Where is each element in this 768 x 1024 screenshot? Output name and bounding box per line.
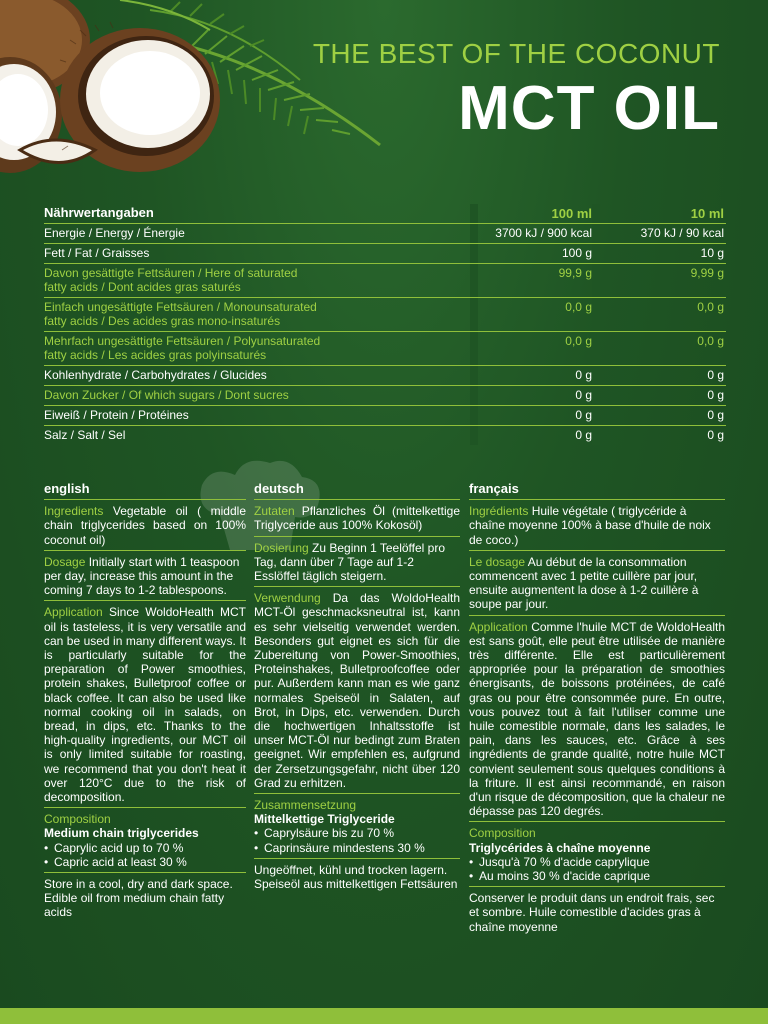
row-value-10ml: 0 g bbox=[707, 408, 724, 422]
row-label: Kohlenhydrate / Carbohydrates / Glucides bbox=[44, 368, 267, 382]
english-storage: Store in a cool, dry and dark space. Edible oil from medium chain fatty acids bbox=[44, 877, 233, 920]
row-value-100ml: 0 g bbox=[575, 428, 592, 442]
row-label: Salz / Salt / Sel bbox=[44, 428, 126, 442]
row-value-10ml: 9,99 g bbox=[690, 266, 724, 280]
english-dosage: Dosage Initially start with 1 teaspoon per day, increase this amount in the coming 7 days to 1-2 tablespoons. bbox=[44, 555, 246, 602]
row-value-100ml: 0 g bbox=[575, 388, 592, 402]
english-heading: english bbox=[44, 480, 246, 500]
row-value-100ml: 99,9 g bbox=[558, 266, 592, 280]
deutsch-dosage: Dosierung Zu Beginn 1 Teelöffel pro Tag, dann über 7 Tage auf 1-2 Esslöffel täglich steigern. bbox=[254, 541, 460, 588]
list-item: • Jusqu'à 70 % d'acide caprylique bbox=[469, 855, 725, 869]
list-item: • Au moins 30 % d'acide caprique bbox=[469, 869, 725, 883]
francais-column bbox=[469, 480, 725, 941]
english-column bbox=[44, 480, 246, 927]
bottom-accent-bar bbox=[0, 1008, 768, 1024]
table-row bbox=[44, 366, 726, 386]
deutsch-composition: Zusammensetzung Mittelkettige Triglyceride • Caprylsäure bis zu 70 % • Caprinsäure mindestens 30 % bbox=[254, 798, 460, 859]
list-item: • Capric acid at least 30 % bbox=[44, 855, 246, 869]
english-ingredients: Ingredients Vegetable oil ( middle chain triglycerides based on 100% coconut oil) bbox=[44, 504, 246, 551]
nutrition-header-label: Nährwertangaben bbox=[44, 205, 154, 220]
table-row bbox=[44, 386, 726, 406]
francais-storage: Conserver le produit dans un endroit frais, sec et sombre. Huile comestible d'acides gras à chaîne moyenne bbox=[469, 891, 715, 934]
table-row bbox=[44, 264, 726, 298]
table-row bbox=[44, 426, 726, 445]
table-row bbox=[44, 298, 726, 332]
nutrition-col-100ml: 100 ml bbox=[551, 206, 592, 221]
deutsch-application: Verwendung Da das WoldoHealth MCT-Öl geschmacksneutral ist, kann es sehr vielseitig verwendet werden. Besonders gut eignet es sich für die Zubereitung von Power-Smoothies, Proteinshakes, Bulletproofcoffee oder pur. Außerdem kann man es wie ganz normales Speiseöl in Salaten, auf Brot, in Dips, etc. verwenden. Durch die hochwertigen Inhaltsstoffe ist unser MCT-Öl nur bedingt zum Braten geeignet. Wir empfehlen es, aufgrund der Zersetzungsgefahr, nicht über 120 Grad zu erhitzen. bbox=[254, 591, 460, 794]
table-row bbox=[44, 224, 726, 244]
table-row bbox=[44, 244, 726, 264]
row-label: Energie / Energy / Énergie bbox=[44, 226, 185, 240]
deutsch-column bbox=[254, 480, 460, 898]
coconut-illustration bbox=[0, 0, 390, 200]
deutsch-ingredients: Zutaten Pflanzliches Öl (mittelkettige Triglyceride aus 100% Kokosöl) bbox=[254, 504, 460, 536]
row-value-100ml: 3700 kJ / 900 kcal bbox=[495, 226, 592, 240]
row-value-100ml: 0 g bbox=[575, 408, 592, 422]
list-item: • Caprylsäure bis zu 70 % bbox=[254, 826, 460, 840]
francais-composition: Composition Triglycérides à chaîne moyenne • Jusqu'à 70 % d'acide caprylique • Au moins 30 % d'acide caprique bbox=[469, 826, 725, 887]
row-value-100ml: 100 g bbox=[561, 246, 592, 260]
page-title: MCT OIL bbox=[458, 74, 720, 143]
row-label: Davon gesättigte Fettsäuren / Here of saturated fatty acids / Dont acides gras saturés bbox=[44, 266, 298, 294]
francais-dosage: Le dosage Au début de la consommation commencent avec 1 petite cuillère par jour, ensuite augmentent la dose à 1-2 cuillère à soupe par jour. bbox=[469, 555, 725, 616]
table-row bbox=[44, 332, 726, 366]
row-value-10ml: 0 g bbox=[707, 428, 724, 442]
subtitle: THE BEST OF THE COCONUT bbox=[312, 38, 720, 69]
nutrition-col-10ml: 10 ml bbox=[690, 206, 724, 221]
nutrition-header-row bbox=[44, 204, 726, 224]
row-value-10ml: 0 g bbox=[707, 388, 724, 402]
table-row bbox=[44, 406, 726, 426]
deutsch-storage: Ungeöffnet, kühl und trocken lagern. Speiseöl aus mittelkettigen Fettsäuren bbox=[254, 862, 458, 892]
list-item: • Caprinsäure mindestens 30 % bbox=[254, 841, 460, 855]
row-value-10ml: 0,0 g bbox=[697, 300, 724, 314]
nutrition-table bbox=[44, 204, 726, 445]
row-value-10ml: 0 g bbox=[707, 368, 724, 382]
row-label: Fett / Fat / Graisses bbox=[44, 246, 150, 260]
row-label: Einfach ungesättigte Fettsäuren / Monounsaturated fatty acids / Des acides gras mono-insaturés bbox=[44, 300, 317, 328]
row-label: Mehrfach ungesättigte Fettsäuren / Polyunsaturated fatty acids / Les acides gras polyinsaturés bbox=[44, 334, 321, 362]
francais-heading: français bbox=[469, 480, 725, 500]
francais-application: Application Comme l'huile MCT de WoldoHealth est sans goût, elle peut être utilisée de manière très différente. Elle est particulièrement appropriée pour la préparation de smoothies énergisants, de boissons protéinées, de café gras ou pour être consommée pure. En outre, vous pouvez tout à fait l'utiliser comme une huile comestible normale, dans les salades, le pain, dans les sauces, etc. Grâce à ses ingrédients de grande qualité, notre huile MCT convient seulement sous quelques conditions à la friture. Il est ainsi recommandé, en raison d'un risque de décomposition, que la chaleur ne dépasse pas 120 degrés. bbox=[469, 620, 725, 823]
row-value-100ml: 0,0 g bbox=[565, 334, 592, 348]
row-value-100ml: 0,0 g bbox=[565, 300, 592, 314]
row-label: Eiweiß / Protein / Protéines bbox=[44, 408, 189, 422]
list-item: • Caprylic acid up to 70 % bbox=[44, 841, 246, 855]
english-composition: Composition Medium chain triglycerides • Caprylic acid up to 70 % • Capric acid at least 30 % bbox=[44, 812, 246, 873]
francais-ingredients: Ingrédients Huile végétale ( triglycéride à chaîne moyenne 100% à base d'huile de noix de coco.) bbox=[469, 504, 725, 551]
row-value-10ml: 0,0 g bbox=[697, 334, 724, 348]
row-label: Davon Zucker / Of which sugars / Dont sucres bbox=[44, 388, 289, 402]
row-value-10ml: 370 kJ / 90 kcal bbox=[640, 226, 724, 240]
row-value-100ml: 0 g bbox=[575, 368, 592, 382]
english-application: Application Since WoldoHealth MCT oil is tasteless, it is very versatile and can be used in many different ways. It is particularly suitable for the preparation of Power smoothies, protein shakes, Bulletproof coffee or black coffee. It can also be used like normal cooking oil in salads, on bread, in dips, etc. Thanks to the high-quality ingredients, our MCT oil is only limited suitable for roasting, we recommend that you don't heat it over 120°C due to the risk of decomposition. bbox=[44, 605, 246, 808]
row-value-10ml: 10 g bbox=[700, 246, 724, 260]
deutsch-heading: deutsch bbox=[254, 480, 460, 500]
